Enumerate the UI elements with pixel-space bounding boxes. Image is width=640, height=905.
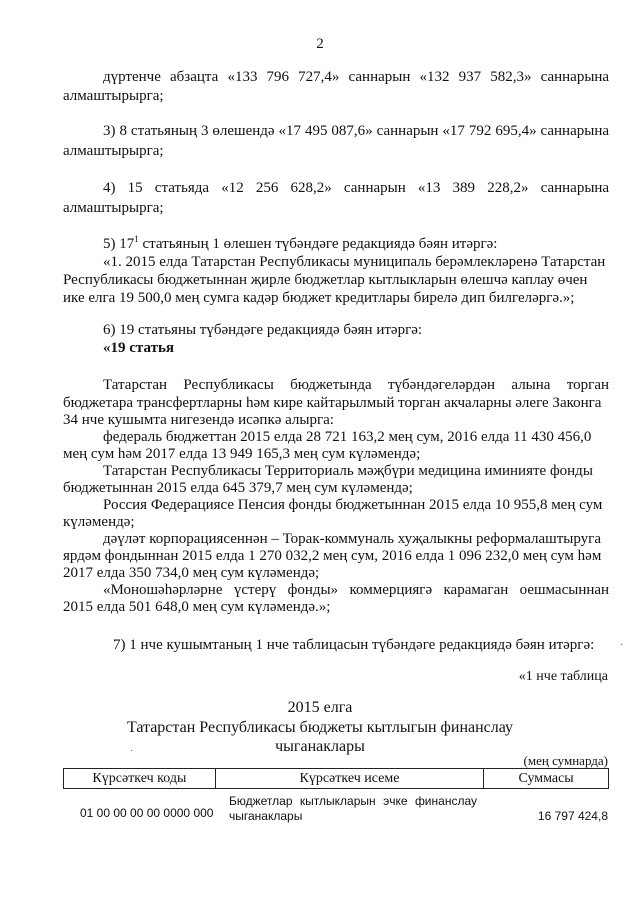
word: статьяда: [154, 180, 210, 196]
paragraph-6-line-11: ярдәм фондыннан 2015 елда 1 270 032,2 мең сум, 2016 елда 1 096 232,0 мең сум һәм: [63, 548, 602, 564]
word: «133 796 727,4»: [227, 69, 340, 85]
word: 3) 8: [103, 123, 127, 139]
word: фонды»: [287, 582, 339, 598]
word: саннарына: [540, 180, 610, 196]
paragraph-6-line-8: Россия Федерациясе Пенсия фонды бюджетыннан 2015 елда 10 955,8 мең сум: [103, 497, 603, 513]
paragraph-6-line-1: [103, 377, 609, 394]
word: саннарына: [540, 69, 610, 85]
word: саннарын: [348, 69, 411, 85]
word: Бюджетлар: [229, 794, 293, 808]
paragraph-6-line-6: Татарстан Республикасы Территориаль мәҗбүри медицина иминияте фонды: [103, 463, 593, 479]
word: карамаган: [443, 582, 509, 598]
word: «17 495 087,6»: [278, 123, 373, 139]
word: дүртенче: [103, 69, 161, 85]
paragraph-4-line-3: Республикасы бюджетыннан җирле бюджетлар кытлыкларын өлешчә каплау өчен: [63, 272, 588, 288]
paragraph-6-line-4: федераль бюджеттан 2015 елда 28 721 163,2 мең сум, 2016 елда 11 430 456,0: [103, 429, 592, 445]
paragraph-5-line-1: 6) 19 статьяны түбәндәге редакциядә бәян итәргә:: [103, 322, 423, 338]
word: кытлыкларын: [299, 794, 376, 808]
paragraph-6-line-3: 34 нче кушымта нигезендә исәпкә алырга:: [63, 412, 334, 428]
paragraph-6-line-7: бюджетыннан 2015 елда 645 379,7 мең сум күләмендә;: [63, 480, 413, 496]
paragraph-2-line-2: алмаштырырга;: [63, 143, 164, 159]
word: бюджетында: [290, 377, 372, 393]
word: өлешендә: [212, 123, 275, 139]
column-header-code: Күрсәткеч коды: [64, 769, 216, 789]
text-run: 5) 17: [103, 236, 135, 252]
paragraph-2-line-1: [103, 123, 609, 140]
paragraph-6-line-14: 2015 елда 501 648,0 мең сум күләмендә.»;: [63, 599, 331, 615]
paragraph-4-line-1: [103, 236, 497, 253]
word: 4) 15: [103, 180, 143, 196]
paragraph-6-line-5: мең сум һәм 2017 елда 13 949 165,3 мең сум күләмендә;: [63, 446, 421, 462]
word: саннарына: [540, 123, 610, 139]
word: саннарын: [343, 180, 406, 196]
column-header-name: Күрсәткеч исеме: [215, 769, 483, 789]
scan-speck: ·: [620, 640, 624, 651]
word: абзацта: [170, 69, 219, 85]
word: Татарстан: [103, 377, 168, 393]
paragraph-4-line-4: ике елга 19 500,0 мең сумга кадәр бюджет кредитлары бирелә дип билгеләргә.»;: [63, 290, 575, 306]
table-header-row: [64, 769, 609, 789]
table-number-label: «1 нче таблица: [518, 669, 608, 684]
paragraph-3-line-1: [103, 180, 609, 197]
financing-table: [63, 768, 609, 789]
word: «12 256 628,2»: [221, 180, 332, 196]
article-heading: «19 статья: [103, 340, 174, 356]
table-title-line-2: чыганаклары: [275, 738, 365, 755]
word: коммерциягә: [349, 582, 433, 598]
superscript: 1: [134, 234, 139, 244]
paragraph-3-line-2: алмаштырырга;: [63, 200, 164, 216]
table-year: 2015 елга: [287, 699, 353, 716]
row-name-line-2: чыганаклары: [229, 809, 303, 823]
word: «Моношәһәрләрне: [103, 582, 223, 598]
word: 3: [200, 123, 209, 139]
column-header-amount: Суммасы: [484, 769, 609, 789]
text-run: статьяның 1 өлешен түбәндәге редакциядә бәян итәргә:: [138, 236, 498, 252]
word: үстерү: [233, 582, 277, 598]
word: статьяның: [130, 123, 197, 139]
word: түбәндәгеләрдән: [388, 377, 496, 393]
word: оешмасыннан: [519, 582, 610, 598]
word: эчке: [383, 794, 408, 808]
page-number: 2: [316, 36, 324, 52]
word: Республикасы: [183, 377, 274, 393]
paragraph-1-line-2: алмаштырырга;: [63, 88, 164, 104]
word: «132 937 582,3»: [419, 69, 532, 85]
row-amount: 16 797 424,8: [537, 809, 608, 823]
paragraph-6-line-2: бюджетара трансфертларны һәм кире кайтарылмый торган акчаларны әлеге Законга: [63, 395, 602, 411]
table-title-line-1: Татарстан Республикасы бюджеты кытлыгын финанслау: [126, 719, 514, 736]
row-code: 01 00 00 00 00 0000 000: [80, 806, 214, 820]
paragraph-6-line-10: дәүләт корпорациясеннән – Торак-коммуналь хуҗалыкны реформалаштыруга: [103, 531, 601, 547]
word: финанслау: [414, 794, 477, 808]
word: «17 792 695,4»: [442, 123, 537, 139]
word: торган: [566, 377, 610, 393]
scan-speck: ·: [130, 746, 134, 757]
paragraph-6-line-13: [103, 582, 609, 599]
paragraph-4-line-2: «1. 2015 елда Татарстан Республикасы муниципаль берәмлекләренә Татарстан: [103, 254, 606, 270]
word: «13 389 228,2»: [417, 180, 529, 196]
paragraph-6-line-9: күләмендә;: [63, 514, 135, 530]
paragraph-1-line-1: [103, 69, 609, 86]
paragraph-7-line-1: 7) 1 нче кушымтаның 1 нче таблицасын түбәндәге редакциядә бәян итәргә:: [113, 637, 595, 653]
paragraph-6-line-12: 2017 елда 350 734,0 мең сум күләмендә;: [63, 565, 320, 581]
word: алына: [511, 377, 551, 393]
table-units: (мең сумнарда): [523, 753, 608, 768]
word: саннарын: [376, 123, 439, 139]
